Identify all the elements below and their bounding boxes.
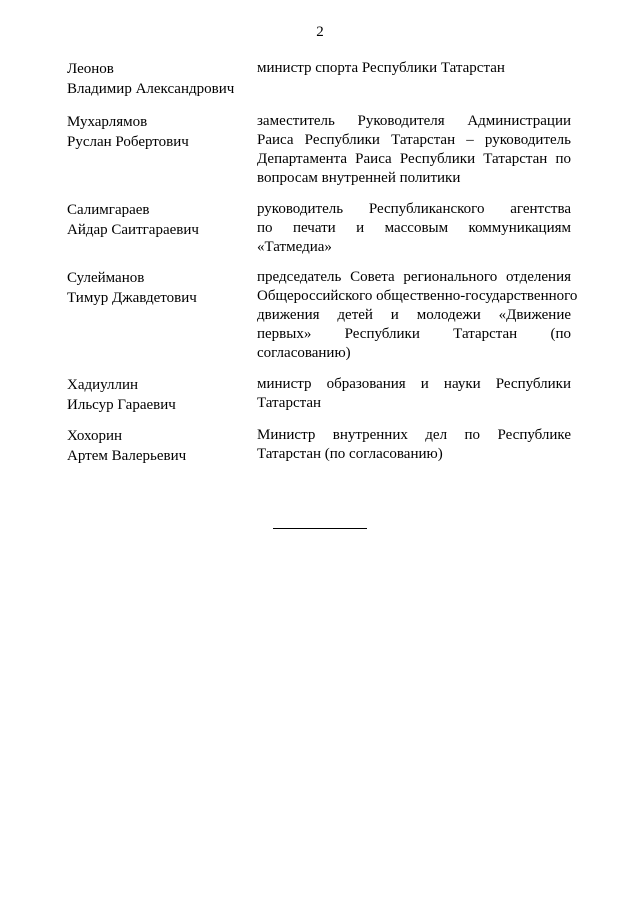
person-role bbox=[257, 268, 578, 363]
person-role bbox=[257, 112, 571, 188]
role-line: председатель Совета регионального отделения bbox=[257, 269, 571, 285]
person-given-names: Владимир Александрович bbox=[67, 81, 235, 97]
role-line: министр образования и науки Республики bbox=[257, 376, 571, 392]
role-line: вопросам внутренней политики bbox=[257, 170, 461, 186]
person-given-names: Тимур Джавдетович bbox=[67, 290, 197, 306]
role-line: заместитель Руководителя Администрации bbox=[257, 113, 571, 129]
role-line: «Татмедиа» bbox=[257, 239, 332, 255]
person-given-names: Ильсур Гараевич bbox=[67, 397, 176, 413]
role-line: Министр внутренних дел по Республике bbox=[257, 427, 571, 443]
role-line: Татарстан (по согласованию) bbox=[257, 446, 443, 462]
person-name bbox=[67, 200, 252, 240]
person-given-names: Артем Валерьевич bbox=[67, 448, 187, 464]
page-number: 2 bbox=[316, 24, 324, 40]
role-line: руководитель Республиканского агентства bbox=[257, 201, 571, 217]
person-given-names: Айдар Саитгараевич bbox=[67, 222, 199, 238]
person-surname: Хадиуллин bbox=[67, 377, 139, 393]
person-name bbox=[67, 268, 252, 308]
role-line: министр спорта Республики Татарстан bbox=[257, 60, 505, 76]
role-line: по печати и массовым коммуникациям bbox=[257, 220, 571, 236]
person-name bbox=[67, 112, 252, 152]
role-line: первых» Республики Татарстан (по bbox=[257, 326, 571, 342]
person-name bbox=[67, 59, 252, 99]
person-role bbox=[257, 375, 571, 413]
role-line: движения детей и молодежи «Движение bbox=[257, 307, 571, 323]
person-given-names: Руслан Робертович bbox=[67, 134, 189, 150]
role-line: согласованию) bbox=[257, 345, 351, 361]
person-surname: Мухарлямов bbox=[67, 114, 148, 130]
person-role bbox=[257, 426, 571, 464]
role-line: Департамента Раиса Республики Татарстан по bbox=[257, 151, 571, 167]
role-line: Раиса Республики Татарстан – руководитель bbox=[257, 132, 571, 148]
person-role bbox=[257, 200, 571, 257]
role-line: Татарстан bbox=[257, 395, 322, 411]
person-surname: Леонов bbox=[67, 61, 114, 77]
person-surname: Сулейманов bbox=[67, 270, 145, 286]
person-role bbox=[257, 59, 571, 78]
person-surname: Салимгараев bbox=[67, 202, 150, 218]
person-name bbox=[67, 426, 252, 466]
person-name bbox=[67, 375, 252, 415]
end-of-list-divider bbox=[273, 528, 367, 529]
person-surname: Хохорин bbox=[67, 428, 122, 444]
role-line: Общероссийского общественно-государственного bbox=[257, 288, 578, 304]
